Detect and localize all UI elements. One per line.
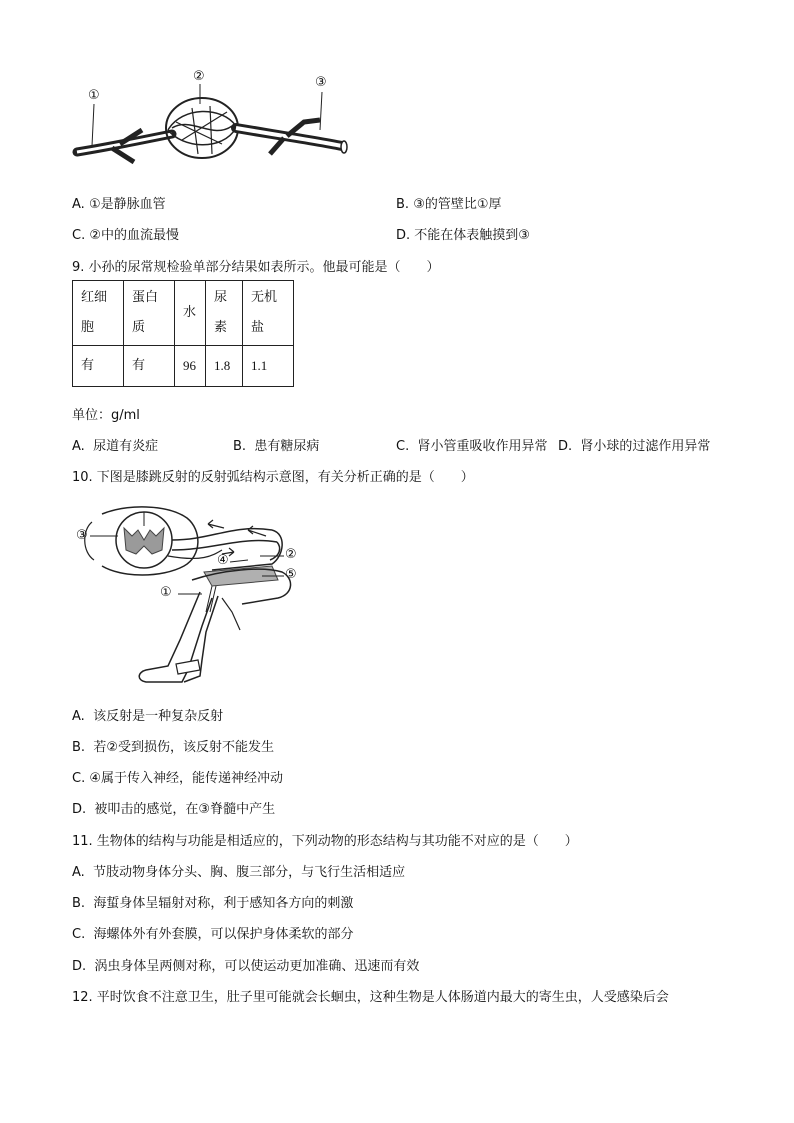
q10-option-a[interactable]: A. 该反射是一种复杂反射 (72, 709, 224, 724)
cell-salts: 1.1 (243, 346, 294, 387)
table-row (73, 346, 294, 387)
knee-reflex-diagram (72, 500, 312, 690)
q9-option-d[interactable]: D. 肾小球的过滤作用异常 (558, 439, 711, 454)
q11-stem: 11. 生物体的结构与功能是相适应的，下列动物的形态结构与其功能不对应的是（ ） (72, 834, 578, 849)
header-red-cells: 红细 胞 (73, 281, 124, 346)
q8-option-b[interactable]: B. ③的管壁比①厚 (396, 197, 502, 212)
cell-protein: 有 (124, 346, 175, 387)
q12-stem: 12. 平时饮食不注意卫生，肚子里可能就会长蛔虫，这种生物是人体肠道内最大的寄生虫，人受感染后会 (72, 990, 669, 1005)
reflex-label-3: ③ (76, 528, 88, 543)
q8-option-d[interactable]: D. 不能在体表触摸到③ (396, 228, 530, 243)
q9-option-b[interactable]: B. 患有糖尿病 (233, 439, 320, 454)
q10-option-b[interactable]: B. 若②受到损伤，该反射不能发生 (72, 740, 274, 755)
label-2: ② (193, 69, 205, 84)
q11-option-a[interactable]: A. 节肢动物身体分头、胸、腹三部分，与飞行生活相适应 (72, 865, 406, 880)
label-3: ③ (315, 75, 327, 90)
reflex-label-2: ② (285, 547, 297, 562)
q8-option-c[interactable]: C. ②中的血流最慢 (72, 228, 180, 243)
q11-option-b[interactable]: B. 海蜇身体呈辐射对称，利于感知各方向的刺激 (72, 896, 354, 911)
header-urea: 尿 素 (206, 281, 243, 346)
q11-option-d[interactable]: D. 涡虫身体呈两侧对称，可以使运动更加准确、迅速而有效 (72, 959, 420, 974)
reflex-label-1: ① (160, 585, 172, 600)
reflex-label-4: ④ (217, 553, 229, 568)
q9-unit: 单位：g/ml (72, 408, 140, 423)
q10-stem: 10. 下图是膝跳反射的反射弧结构示意图，有关分析正确的是（ ） (72, 470, 474, 485)
q8-option-a[interactable]: A. ①是静脉血管 (72, 197, 166, 212)
knee-reflex-figure (72, 500, 312, 690)
blood-vessel-figure (72, 66, 362, 176)
header-water: 水 (175, 281, 206, 346)
label-1: ① (88, 88, 100, 103)
q9-stem: 9. 小孙的尿常规检验单部分结果如表所示。他最可能是（ ） (72, 260, 440, 275)
q10-option-c[interactable]: C. ④属于传入神经，能传递神经冲动 (72, 771, 284, 786)
cell-red-cells: 有 (73, 346, 124, 387)
cell-urea: 1.8 (206, 346, 243, 387)
q9-option-a[interactable]: A. 尿道有炎症 (72, 439, 159, 454)
q9-option-c[interactable]: C. 肾小管重吸收作用异常 (396, 439, 548, 454)
header-salts: 无机 盐 (243, 281, 294, 346)
table-header-row (73, 281, 294, 346)
q11-option-c[interactable]: C. 海螺体外有外套膜，可以保护身体柔软的部分 (72, 927, 354, 942)
urine-test-table (72, 280, 294, 387)
cell-water: 96 (175, 346, 206, 387)
q10-option-d[interactable]: D. 被叩击的感觉，在③脊髓中产生 (72, 802, 276, 817)
header-protein: 蛋白 质 (124, 281, 175, 346)
reflex-label-5: ⑤ (285, 567, 297, 582)
